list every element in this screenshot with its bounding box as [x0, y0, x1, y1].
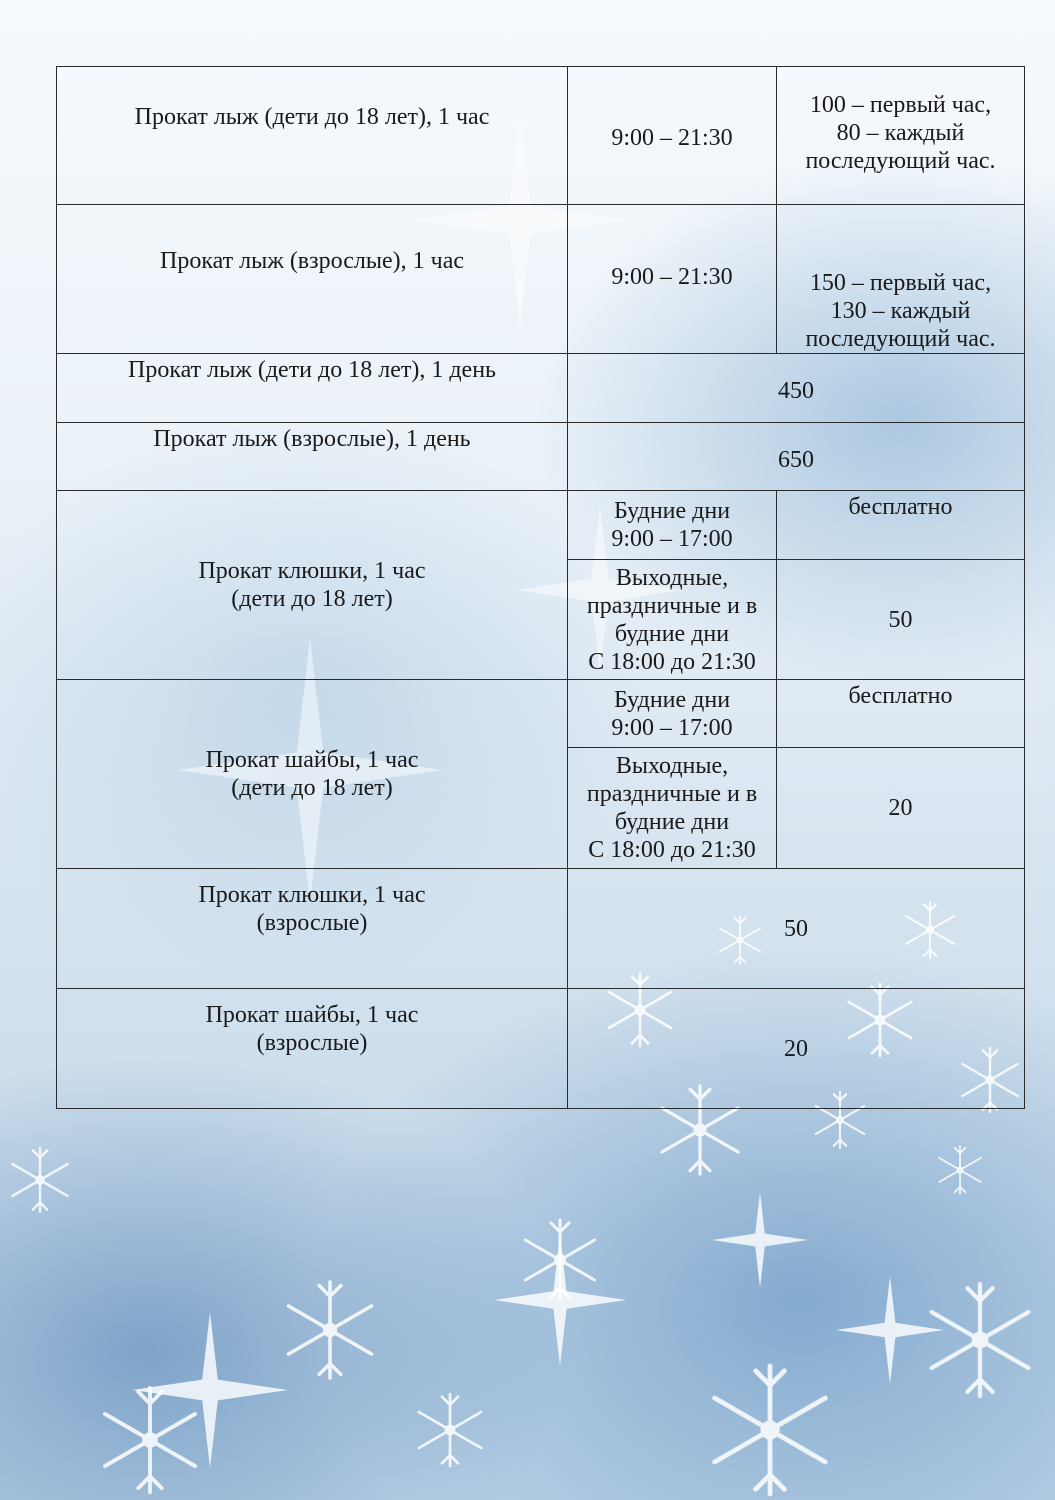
item-name: Прокат лыж (дети до 18 лет), 1 час — [57, 67, 568, 205]
item-price: 450 — [568, 354, 1025, 423]
weekday-price: бесплатно — [777, 491, 1025, 560]
item-price: 20 — [568, 989, 1025, 1109]
table-row — [57, 423, 1025, 491]
table-row — [57, 491, 1025, 560]
item-price: 150 – первый час, 130 – каждый последующий час. — [777, 205, 1025, 354]
item-name: Прокат лыж (взрослые), 1 день — [57, 423, 568, 491]
item-name: Прокат лыж (взрослые), 1 час — [57, 205, 568, 354]
weekend-price: 50 — [777, 560, 1025, 680]
table-row — [57, 989, 1025, 1109]
item-name: Прокат лыж (дети до 18 лет), 1 день — [57, 354, 568, 423]
price-table — [56, 66, 1025, 1109]
table-row — [57, 354, 1025, 423]
item-price: 650 — [568, 423, 1025, 491]
weekend-time: Выходные, праздничные и в будние дни С 18:00 до 21:30 — [568, 748, 777, 869]
weekday-time: Будние дни 9:00 – 17:00 — [568, 680, 777, 748]
weekday-price: бесплатно — [777, 680, 1025, 748]
weekend-price: 20 — [777, 748, 1025, 869]
item-name: Прокат шайбы, 1 час (взрослые) — [57, 989, 568, 1109]
table-row — [57, 869, 1025, 989]
table-row — [57, 205, 1025, 354]
table-row — [57, 680, 1025, 748]
item-price: 50 — [568, 869, 1025, 989]
item-time: 9:00 – 21:30 — [568, 205, 777, 354]
table-row — [57, 67, 1025, 205]
item-price: 100 – первый час, 80 – каждый последующий час. — [777, 67, 1025, 205]
item-name: Прокат шайбы, 1 час (дети до 18 лет) — [57, 680, 568, 869]
item-name: Прокат клюшки, 1 час (взрослые) — [57, 869, 568, 989]
weekend-time: Выходные, праздничные и в будние дни С 18:00 до 21:30 — [568, 560, 777, 680]
item-time: 9:00 – 21:30 — [568, 67, 777, 205]
weekday-time: Будние дни 9:00 – 17:00 — [568, 491, 777, 560]
item-name: Прокат клюшки, 1 час (дети до 18 лет) — [57, 491, 568, 680]
